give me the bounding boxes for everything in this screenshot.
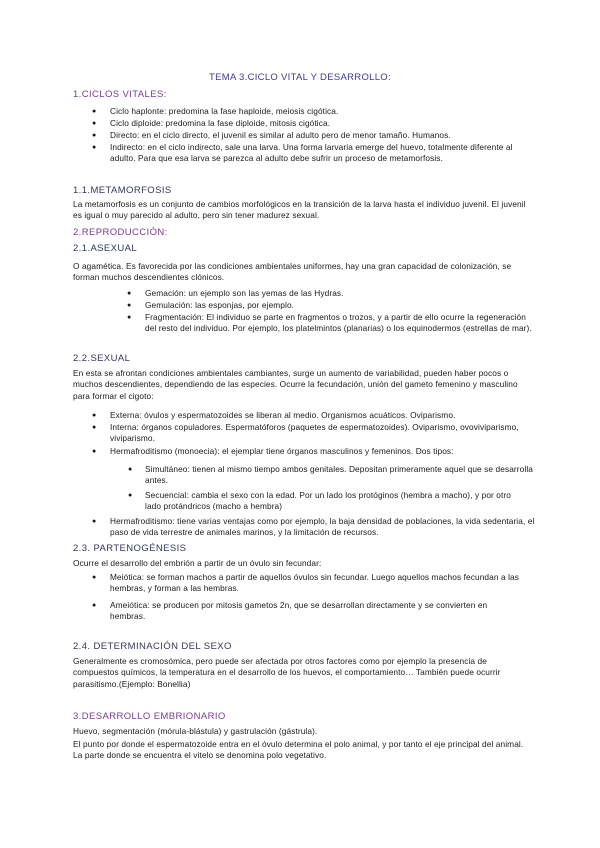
bullet-icon: ● (92, 424, 97, 431)
section-heading-ciclos-vitales: 1.CICLOS VITALES: (73, 89, 167, 100)
sub-list-item: Simultáneo: tienen al mismo tiempo ambos genitales. Depositan primeramente aquel que se desarrolla antes. (145, 464, 533, 486)
bullet-icon: ● (92, 108, 97, 115)
bullet-icon: ● (128, 492, 133, 499)
list-item: Ciclo diploide: predomina la fase diploide, mitosis cigótica. (110, 118, 331, 128)
bullet-icon: ● (127, 290, 132, 297)
bullet-icon: ● (92, 448, 97, 455)
list-item: Gemulación: las esponjas, por ejemplo. (145, 300, 295, 310)
list-item: Gemación: un ejemplo son las yemas de las Hydras. (145, 288, 344, 298)
list-item: Indirecto: en el ciclo indirecto, sale una larva. Una forma larvaria emerge del huevo, totalmente diferente al adulto. Para que esa larva se parezca al adulto debe sufrir un proceso de metamorfosis. (110, 142, 513, 164)
sub-list-item: Secuencial: cambia el sexo con la edad. Por un lado los protóginos (hembra a macho), y por otro lado protándricos (macho a hembra) (145, 490, 512, 512)
section-heading-asexual: 2.1.ASEXUAL (73, 243, 138, 254)
paragraph-desarrollo-embrionario: El punto por donde el espermatozoide entra en el óvulo determina el polo animal, y por tanto el eje principal del animal. La parte donde se encuentra el vitelo se denomina polo vegetativo. (73, 739, 524, 761)
paragraph-desarrollo-line1: Huevo, segmentación (mórula-blástula) y gastrulación (gástrula). (73, 726, 318, 736)
bullet-icon: ● (92, 574, 97, 581)
bullet-icon: ● (127, 314, 132, 321)
list-item: Fragmentación: El individuo se parte en fragmentos o trozos, y a partir de ello ocurre la regeneración del resto del individuo. Por ejemplo, los platelmintos (planarias) o los equinodermos (estrellas de mar). (145, 312, 532, 334)
bullet-icon: ● (92, 144, 97, 151)
paragraph-metamorfosis: La metamorfosis es un conjunto de cambios morfológicos en la transición de la larva hasta el individuo juvenil. El juvenil es igual o muy parecido al adulto, pero sin tener madurez sexual. (73, 199, 526, 221)
list-item: Hermafroditismo: tiene varias ventajas como por ejemplo, la baja densidad de poblaciones, la vida sedentaria, el paso de vida terrestre de animales marinos, y la limitación de recursos. (110, 516, 535, 538)
list-item: Interna: órganos copuladores. Espermatóforos (paquetes de espermatozoides). Oviparismo, ovoviviparismo, viviparismo. (110, 422, 519, 444)
list-item: Ameiótica: se producen por mitosis gametos 2n, que se desarrollan directamente y se convierten en hembras. (110, 600, 488, 622)
list-item: Externa: óvulos y espermatozoides se liberan al medio. Organismos acuáticos. Oviparismo. (110, 410, 456, 420)
paragraph-determinacion-sexo: Generalmente es cromosómica, pero puede ser afectada por otros factores como por ejemplo la presencia de compuestos químicos, la temperatura en el desarrollo de los huevos, el comportamiento… También puede ocurrir parasitismo.(Ejemplo: Bonellia) (73, 656, 501, 689)
bullet-icon: ● (92, 412, 97, 419)
paragraph-partenogenesis: Ocurre el desarrollo del embrión a partir de un óvulo sin fecundar: (73, 558, 322, 568)
section-heading-desarrollo-embrionario: 3.DESARROLLO EMBRIONARIO (73, 711, 226, 722)
bullet-icon: ● (92, 602, 97, 609)
bullet-icon: ● (128, 466, 133, 473)
bullet-icon: ● (92, 132, 97, 139)
paragraph-sexual: En esta se afrontan condiciones ambientales cambiantes, surge un aumento de variabilidad, pueden haber pocos o muchos descendientes, dependiendo de las especies. Ocurre la fecundación, unión del gameto femenino y masculino para formar el cigoto: (73, 368, 518, 401)
paragraph-asexual: O agamética. Es favorecida por las condiciones ambientales uniformes, hay una gran capacidad de colonización, se forman muchos descendientes clónicos. (73, 261, 512, 283)
section-heading-partenogenesis: 2.3. PARTENOGÉNESIS (73, 543, 187, 554)
section-heading-determinacion-sexo: 2.4. DETERMINACIÓN DEL SEXO (73, 641, 232, 652)
list-item: Meiótica: se forman machos a partir de aquellos óvulos sin fecundar. Luego aquellos machos fecundan a las hembras, y forman a las hembras. (110, 572, 519, 594)
section-heading-metamorfosis: 1.1.METAMORFOSIS (73, 185, 172, 196)
list-item: Hermafroditismo (monoecia): el ejemplar tiene órganos masculinos y femeninos. Dos tipos: (110, 446, 454, 456)
list-item: Directo: en el ciclo directo, el juvenil es similar al adulto pero de menor tamaño. Humanos. (110, 130, 451, 140)
bullet-icon: ● (92, 518, 97, 525)
bullet-icon: ● (127, 302, 132, 309)
section-heading-sexual: 2.2.SEXUAL (73, 353, 131, 364)
bullet-icon: ● (92, 120, 97, 127)
list-item: Ciclo haplonte: predomina la fase haploide, meiosis cigótica. (110, 106, 339, 116)
document-title: TEMA 3.CICLO VITAL Y DESARROLLO: (209, 72, 391, 83)
section-heading-reproduccion: 2.REPRODUCCIÓN: (73, 227, 168, 238)
